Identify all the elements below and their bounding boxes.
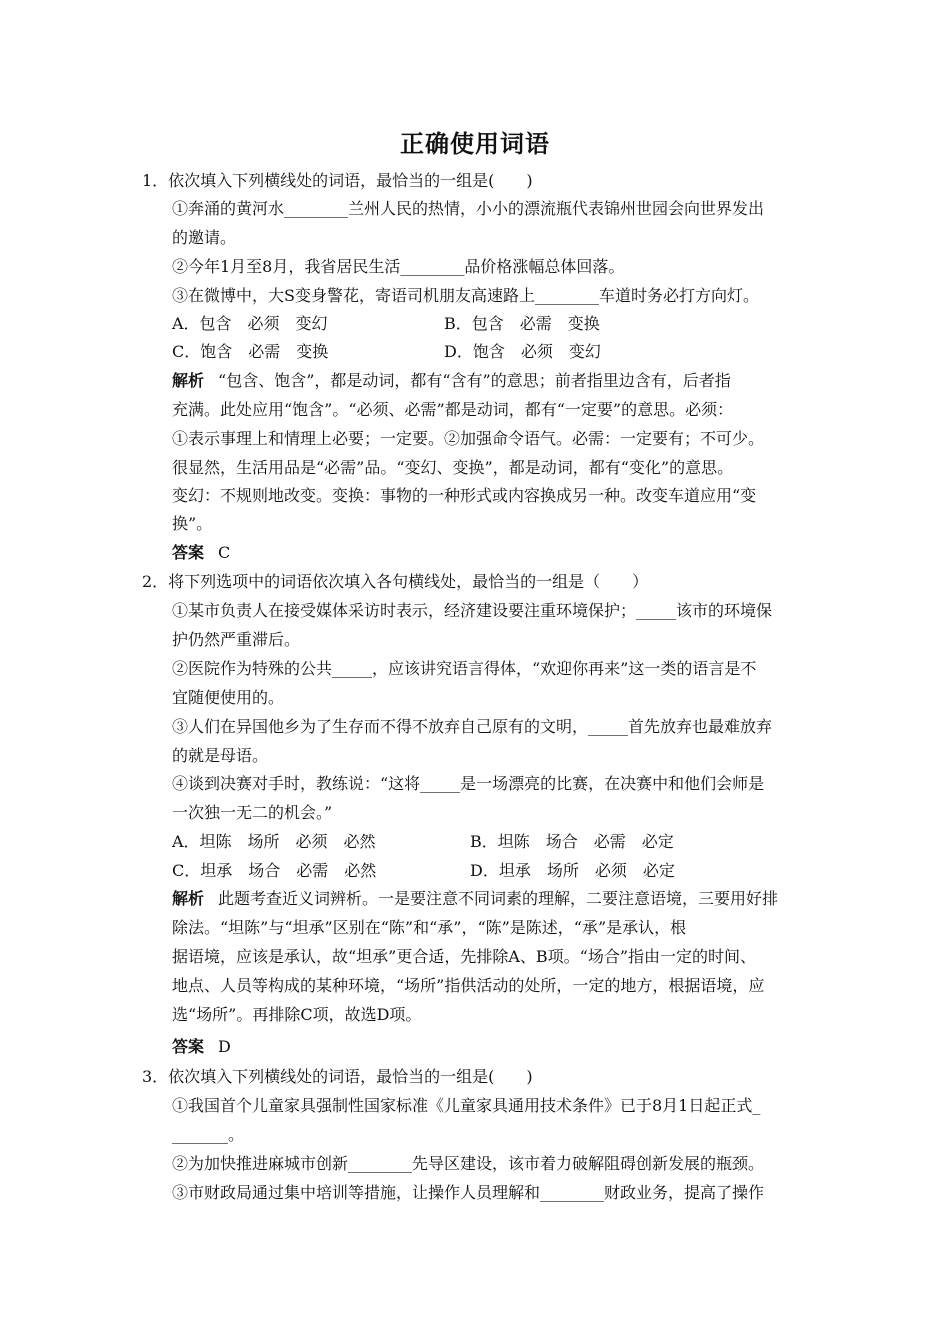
question-2-analysis-line-5: 选“场所”。再排除C项，故选D项。 [172, 1005, 422, 1024]
question-2-sentence-3: ③人们在异国他乡为了生存而不得不放弃自己原有的文明，_____首先放弃也最难放弃 [172, 717, 773, 736]
question-2-sentence-4-cont: 一次独一无二的机会。” [172, 803, 333, 822]
question-1-analysis-line-2: 充满。此处应用“饱含”。“必须、必需”都是动词，都有“一定要”的意思。必须： [172, 400, 734, 419]
question-1-sentence-2: ②今年1月至8月，我省居民生活________品价格涨幅总体回落。 [172, 257, 625, 276]
question-2-sentence-3-cont: 的就是母语。 [172, 746, 269, 765]
question-2-analysis-line-2: 除法。“坦陈”与“坦承”区别在“陈”和“承”，“陈”是陈述，“承”是承认，根 [172, 918, 687, 937]
question-1-option-a: A．包含 必须 变幻 [172, 314, 328, 333]
question-1-sentence-1-cont: 的邀请。 [172, 228, 237, 247]
question-2-sentence-1-cont: 护仍然严重滞后。 [172, 630, 301, 649]
question-1-sentence-3: ③在微博中，大S变身警花，寄语司机朋友高速路上________车道时务必打方向灯。 [172, 286, 759, 305]
question-2-analysis-line-4: 地点、人员等构成的某种环境，“场所”指供活动的处所，一定的地方，根据语境，应 [172, 976, 765, 995]
answer-label: 答案 [172, 543, 205, 562]
page-title: 正确使用词语 [400, 130, 550, 158]
answer-label: 答案 [172, 1037, 205, 1056]
question-3-sentence-1-cont: _______。 [172, 1125, 245, 1144]
question-1-analysis-line-6: 换”。 [172, 514, 213, 533]
question-2-sentence-2-cont: 宜随便使用的。 [172, 688, 285, 707]
question-2-option-b: B．坦陈 场合 必需 必定 [470, 832, 674, 851]
question-3-sentence-3: ③市财政局通过集中培训等措施，让操作人员理解和________财政业务，提高了操作 [172, 1183, 765, 1202]
answer-value: D [218, 1037, 231, 1056]
analysis-text: “包含、饱含”，都是动词，都有“含有”的意思；前者指里边含有，后者指 [218, 371, 731, 390]
question-1-option-c: C．饱含 必需 变换 [172, 342, 329, 361]
question-2-sentence-2: ②医院作为特殊的公共_____，应该讲究语言得体，“欢迎你再来”这一类的语言是不 [172, 659, 757, 678]
question-1-analysis-line-1 [172, 370, 731, 392]
question-1-analysis-line-4: 很显然，生活用品是“必需”品。“变幻、变换”，都是动词，都有“变化”的意思。 [172, 458, 734, 477]
question-1-answer [172, 542, 230, 564]
question-1-option-d: D．饱含 必须 变幻 [444, 342, 601, 361]
question-1-analysis-line-5: 变幻：不规则地改变。变换：事物的一种形式或内容换成另一种。改变车道应用“变 [172, 486, 757, 505]
question-2-option-a: A．坦陈 场所 必须 必然 [172, 832, 376, 851]
question-1-option-b: B．包含 必需 变换 [444, 314, 600, 333]
analysis-label: 解析 [172, 371, 205, 390]
question-3-sentence-1: ①我国首个儿童家具强制性国家标准《儿童家具通用技术条件》已于8月1日起正式_ [172, 1096, 761, 1115]
analysis-label: 解析 [172, 889, 205, 908]
question-1-sentence-1: ①奔涌的黄河水________兰州人民的热情，小小的漂流瓶代表锦州世园会向世界发出 [172, 199, 765, 218]
question-3-sentence-2: ②为加快推进麻城市创新________先导区建设，该市着力破解阻碍创新发展的瓶颈。 [172, 1154, 765, 1173]
answer-value: C [218, 543, 231, 562]
question-2-option-c: C．坦承 场合 必需 必然 [172, 861, 377, 880]
question-1-analysis-line-3: ①表示事理上和情理上必要；一定要。②加强命令语气。必需：一定要有；不可少。 [172, 429, 765, 448]
question-2-analysis-line-3: 据语境，应该是承认，故“坦承”更合适，先排除A、B项。“场合”指由一定的时间、 [172, 947, 757, 966]
question-2-stem: 2．将下列选项中的词语依次填入各句横线处，最恰当的一组是（ ） [142, 572, 649, 591]
question-2-sentence-4: ④谈到决赛对手时，教练说：“这将_____是一场漂亮的比赛，在决赛中和他们会师是 [172, 774, 765, 793]
question-3-stem: 3．依次填入下列横线处的词语，最恰当的一组是( ) [142, 1067, 533, 1086]
question-2-option-d: D．坦承 场所 必须 必定 [470, 861, 675, 880]
question-2-analysis-line-1 [172, 888, 778, 910]
question-2-sentence-1: ①某市负责人在接受媒体采访时表示，经济建设要注重环境保护；_____该市的环境保 [172, 601, 773, 620]
question-2-answer [172, 1036, 231, 1058]
question-1-stem: 1．依次填入下列横线处的词语，最恰当的一组是( ) [142, 171, 533, 190]
analysis-text: 此题考查近义词辨析。一是要注意不同词素的理解，二要注意语境，三要用好排 [218, 889, 779, 908]
